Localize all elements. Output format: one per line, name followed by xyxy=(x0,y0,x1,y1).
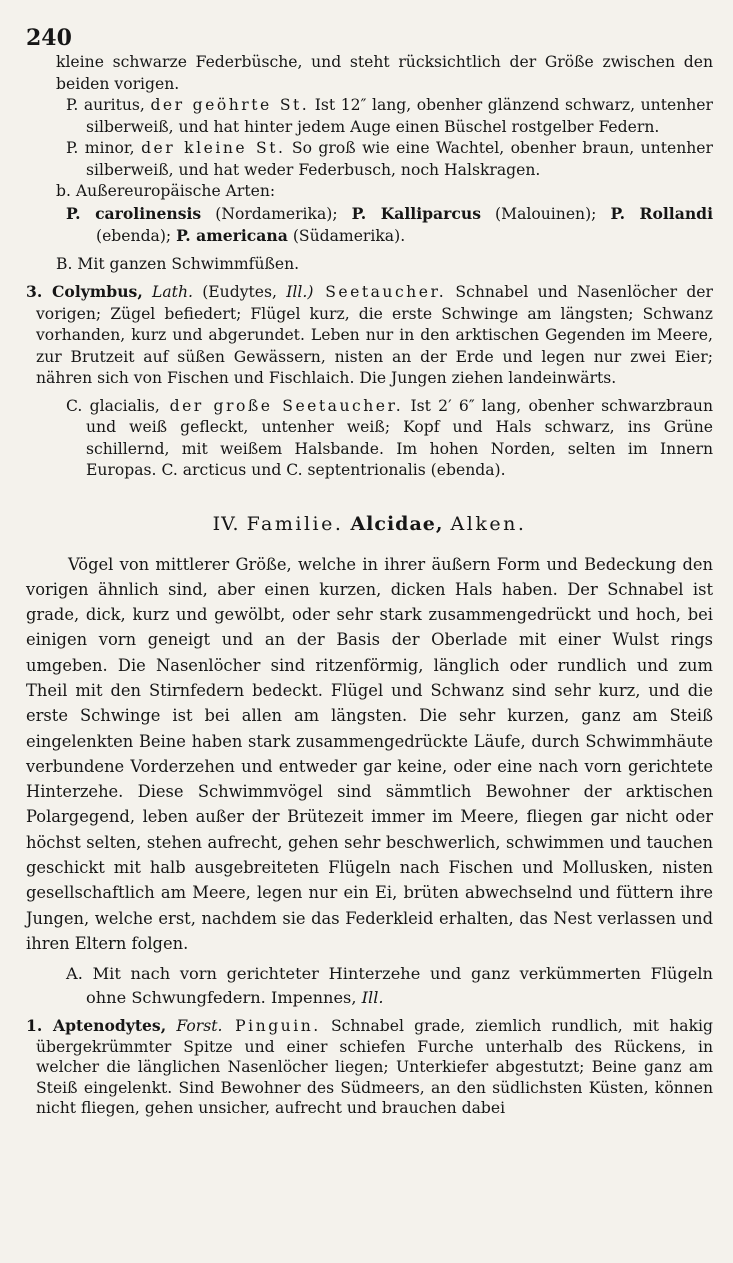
entry-minor: P. minor, der kleine St. So groß wie eine Wachtel, obenher braun, untenher silberweiß, und hat weder Federbusch, noch Halskragen. xyxy=(66,139,713,179)
text-intro: kleine schwarze Federbüsche, und steht rücksichtlich der Größe zwischen den beiden vorigen. xyxy=(56,53,713,93)
heading-B: B. Mit ganzen Schwimmfüßen. xyxy=(56,254,300,273)
entry-aptenodytes: 1. Aptenodytes, Forst. Pinguin. Schnabel grade, ziemlich rundlich, mit hakig übergekrümmter Spitze und einer schiefen Furche unterhalb des Rückens, in welcher die länglichen Nasenlöcher liegen; Unterkiefer abgestutzt; Beine ganz am Steiß eingelenkt. Sind Bewohner des Südmeers, an den südlichsten Küsten, können nicht fliegen, gehen unsicher, aufrecht und brauchen dabei xyxy=(26,1016,714,1118)
list-b-species: P. carolinensis (Nordamerika); P. Kalliparcus (Malouinen); P. Rollandi (ebenda); P. americana (Südamerika). xyxy=(66,203,713,245)
family-heading: IV. Familie. Alcidae, Alken. xyxy=(212,512,527,535)
heading-b: b. Außereuropäische Arten: xyxy=(56,182,276,200)
page-number: 240 xyxy=(26,25,72,51)
entry-auritus: P. auritus, der geöhrte St. Ist 12″ lang, obenher glänzend schwarz, untenher silberweiß, und hat hinter jedem Auge einen Büschel rostgelber Federn. xyxy=(66,96,713,136)
heading-A: A. Mit nach vorn gerichteter Hinterzehe und ganz verkümmerten Flügeln ohne Schwungfedern. Impennes, Ill. xyxy=(66,964,713,1008)
family-description: Vögel von mittlerer Größe, welche in ihrer äußern Form und Bedeckung den vorigen ähnlich sind, aber einen kurzen, dicken Hals haben. Der Schnabel ist grade, dick, kurz und gewölbt, oder sehr stark zusammengedrückt und hoch, bei einigen vorn geneigt und an der Basis der Oberlade mit einer Wulst rings umgeben. Die Nasenlöcher sind ritzenförmig, länglich oder rundlich und zum Theil mit den Stirnfedern bedeckt. Flügel und Schwanz sind sehr kurz, und die erste Schwinge ist bei allen am längsten. Die sehr kurzen, ganz am Steiß eingelenkten Beine haben stark zusammengedrückte Läufe, durch Schwimmhäute verbundene Vorderzehen und entweder gar keine, oder eine nach vorn gerichtete Hinterzehe. Diese Schwimmvögel sind sämmtlich Bewohner der arktischen Polargegend, leben außer der Brütezeit immer im Meere, fliegen gar nicht oder höchst selten, stehen aufrecht, gehen sehr beschwerlich, schwimmen und tauchen geschickt mit halb ausgebreiteten Flügeln nach Fischen und Mollusken, nisten gesellschaftlich am Meere, legen nur ein Ei, brüten abwechselnd und füttern ihre Jungen, welche erst, nachdem sie das Federkleid erhalten, das Nest verlassen und ihren Eltern folgen. xyxy=(26,554,713,953)
entry-glacialis: C. glacialis, der große Seetaucher. Ist 2′ 6″ lang, obenher schwarzbraun und weiß gefleckt, untenher weiß; Kopf und Hals schwarz, ins Grüne schillernd, mit weißem Halsbande. Im hohen Norden, selten im Innern Europas. C. arcticus und C. septentrionalis (ebenda). xyxy=(66,396,713,479)
entry-colymbus: 3. Colymbus, Lath. (Eudytes, Ill.) Seetaucher. Schnabel und Nasenlöcher der vorigen; Zügel befiedert; Flügel kurz, die erste Schwinge am längsten; Schwanz vorhanden, kurz und abgerundet. Leben nur in den arktischen Gegenden im Meere, zur Brutzeit auf süßen Gewässern, nisten an der Erde und legen nur zwei Eier; nähren sich von Fischen und Fischlaich. Die Jungen ziehen landeinwärts. xyxy=(26,282,713,387)
